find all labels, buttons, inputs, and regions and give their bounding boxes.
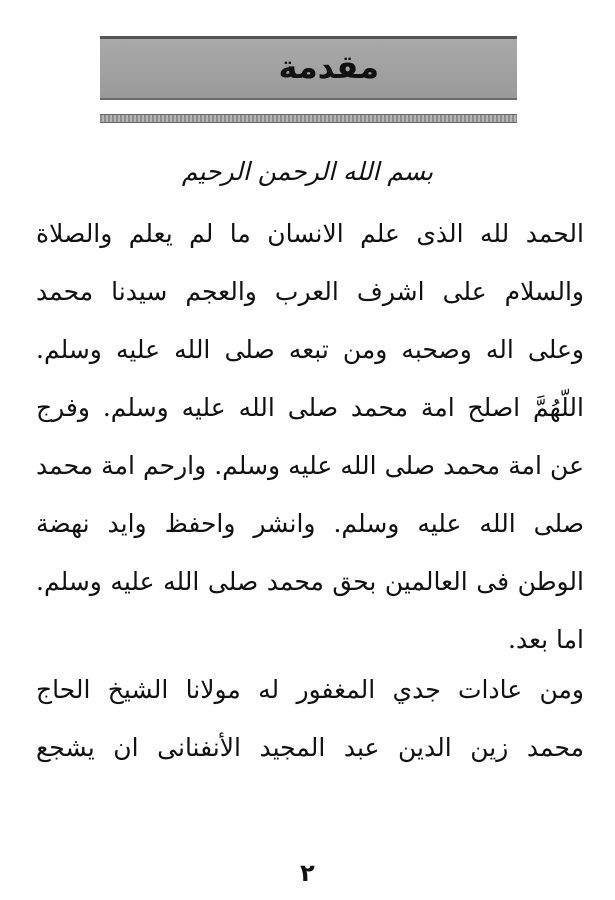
paragraph-line: الحمد لله الذى علم الانسان ما لم يعلم والصلاة bbox=[36, 219, 584, 248]
paragraph-line: ومن عادات جدي المغفور له مولانا الشيخ الحاج bbox=[36, 675, 584, 704]
paragraph-line: اما بعد. bbox=[508, 625, 584, 654]
paragraph-line: اللّهُمَّ اصلح امة محمد صلى الله عليه وسلم. وفرج bbox=[36, 393, 584, 422]
paragraph-line: صلى الله عليه وسلم. وانشر واحفظ وايد نهضة bbox=[36, 509, 584, 538]
title-divider bbox=[100, 114, 517, 123]
paragraph-line: الوطن فى العالمين بحق محمد صلى الله عليه وسلم. bbox=[36, 567, 584, 596]
basmala-heading: بسم الله الرحمن الرحيم bbox=[181, 157, 434, 186]
paragraph-line: محمد زين الدين عبد المجيد الأنفنانى ان يشجع bbox=[36, 733, 584, 762]
paragraph-line: والسلام على اشرف العرب والعجم سيدنا محمد bbox=[36, 277, 584, 306]
page-title: مقدمة bbox=[278, 48, 379, 86]
title-banner bbox=[100, 36, 517, 100]
paragraph-line: عن امة محمد صلى الله عليه وسلم. وارحم امة محمد bbox=[36, 451, 584, 480]
page-number: ٢ bbox=[300, 859, 315, 887]
paragraph-line: وعلى اله وصحبه ومن تبعه صلى الله عليه وسلم. bbox=[36, 335, 584, 364]
